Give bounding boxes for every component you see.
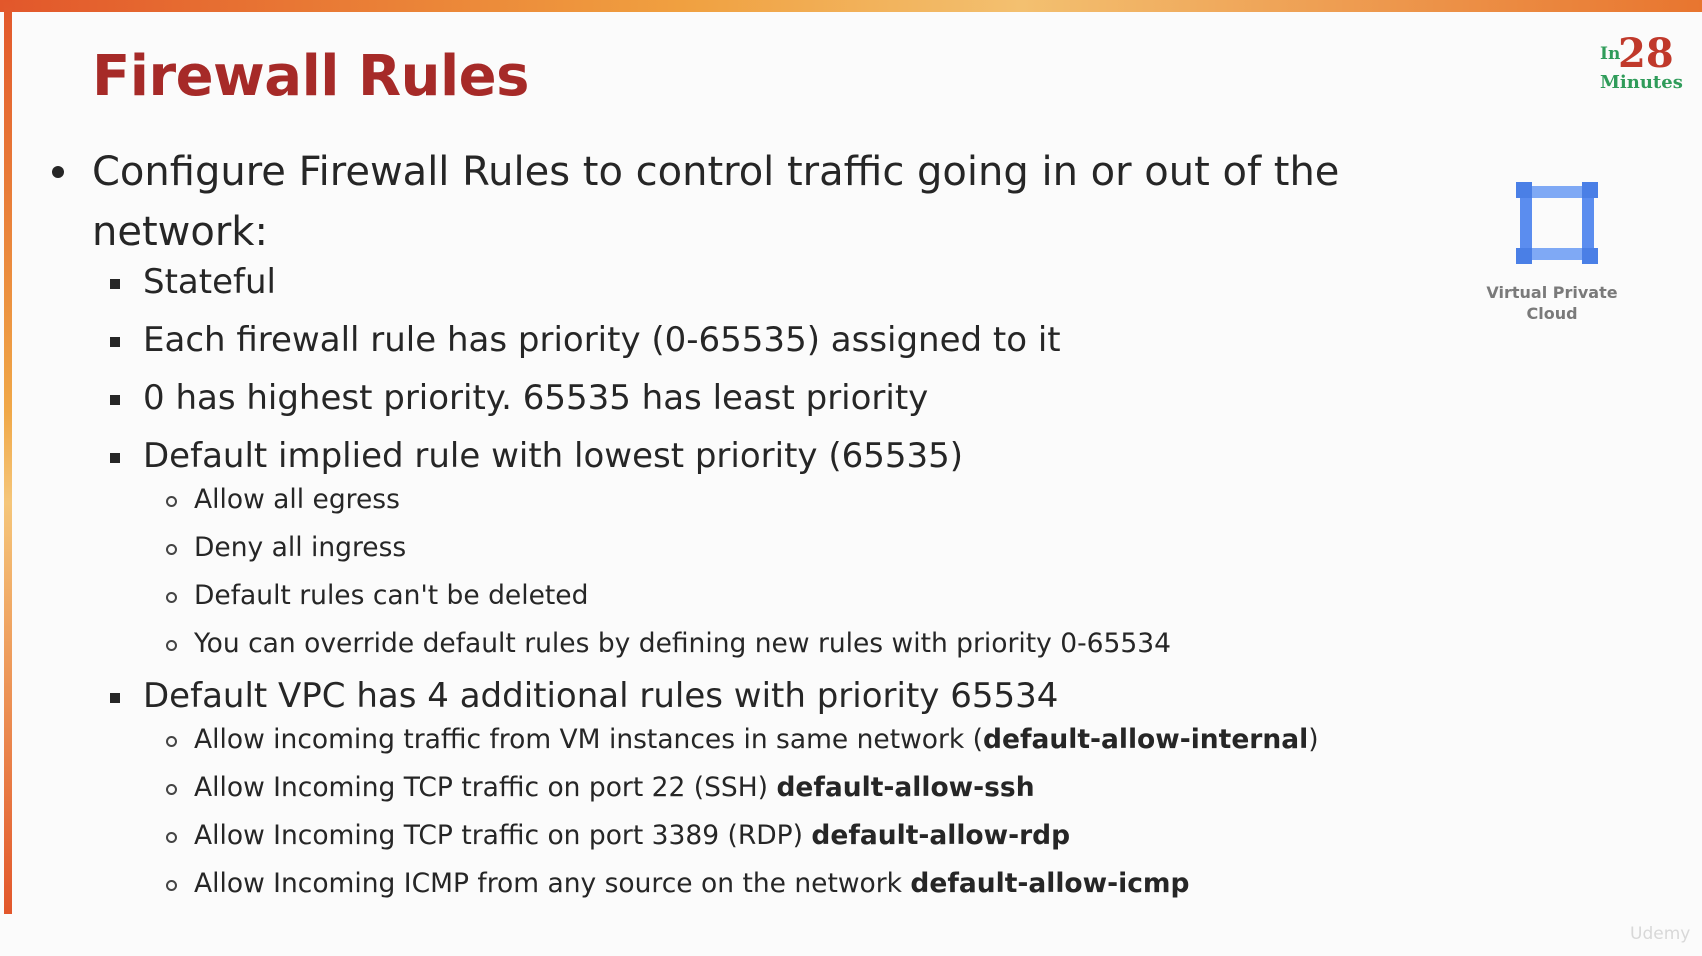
vpc-icon bbox=[1516, 182, 1598, 264]
top-accent-bar bbox=[0, 0, 1702, 12]
slide-title: Firewall Rules bbox=[92, 44, 529, 109]
rule-internal-name: default-allow-internal bbox=[983, 724, 1309, 755]
bullet-circle bbox=[166, 592, 177, 603]
bullet-stateful: Stateful bbox=[143, 262, 276, 302]
bullet-override: You can override default rules by defining new rules with priority 0-65534 bbox=[194, 628, 1171, 659]
rule-ssh-text: Allow Incoming TCP traffic on port 22 (SSH) bbox=[194, 772, 777, 803]
rule-rdp bbox=[194, 820, 1070, 851]
rule-icmp-text: Allow Incoming ICMP from any source on the network bbox=[194, 868, 911, 899]
bullet-allow-egress: Allow all egress bbox=[194, 484, 400, 515]
intro-line2: network: bbox=[92, 209, 268, 255]
left-accent-bar bbox=[4, 0, 12, 914]
bullet-circle bbox=[166, 784, 177, 795]
bullet-square bbox=[110, 395, 120, 405]
bullet-circle bbox=[166, 640, 177, 651]
vpc-label-line1: Virtual Private bbox=[1486, 283, 1618, 302]
bullet-priority: Each firewall rule has priority (0-65535) assigned to it bbox=[143, 320, 1061, 360]
rule-internal-close: ) bbox=[1308, 724, 1319, 755]
rule-icmp-name: default-allow-icmp bbox=[910, 868, 1190, 899]
bullet-deny-ingress: Deny all ingress bbox=[194, 532, 407, 563]
rule-internal-text: Allow incoming traffic from VM instances in same network ( bbox=[194, 724, 984, 755]
rule-internal bbox=[194, 724, 1319, 755]
bullet-default-vpc: Default VPC has 4 additional rules with priority 65534 bbox=[143, 676, 1059, 716]
logo-suffix: Minutes bbox=[1600, 72, 1683, 93]
bullet-square bbox=[110, 453, 120, 463]
rule-icmp bbox=[194, 868, 1189, 899]
logo-prefix: In bbox=[1600, 44, 1621, 64]
bullet-cant-delete: Default rules can't be deleted bbox=[194, 580, 589, 611]
rule-ssh-name: default-allow-ssh bbox=[776, 772, 1035, 803]
intro-text bbox=[92, 142, 1339, 262]
bullet-dot bbox=[52, 166, 64, 178]
bullet-circle bbox=[166, 736, 177, 747]
vpc-label bbox=[1480, 282, 1624, 324]
rule-ssh bbox=[194, 772, 1035, 803]
rule-rdp-text: Allow Incoming TCP traffic on port 3389 (RDP) bbox=[194, 820, 812, 851]
bullet-square bbox=[110, 337, 120, 347]
bullet-circle bbox=[166, 832, 177, 843]
intro-line1: Configure Firewall Rules to control traffic going in or out of the bbox=[92, 149, 1340, 195]
in28minutes-logo bbox=[1598, 30, 1683, 100]
bullet-circle bbox=[166, 880, 177, 891]
bullet-highest: 0 has highest priority. 65535 has least priority bbox=[143, 378, 929, 418]
vpc-label-line2: Cloud bbox=[1526, 304, 1578, 323]
bullet-circle bbox=[166, 496, 177, 507]
rule-rdp-name: default-allow-rdp bbox=[811, 820, 1071, 851]
bullet-square bbox=[110, 279, 120, 289]
udemy-watermark: Udemy bbox=[1630, 924, 1691, 944]
bullet-default-implied: Default implied rule with lowest priority (65535) bbox=[143, 436, 964, 476]
bullet-square bbox=[110, 693, 120, 703]
bullet-circle bbox=[166, 544, 177, 555]
logo-number: 28 bbox=[1618, 30, 1674, 77]
